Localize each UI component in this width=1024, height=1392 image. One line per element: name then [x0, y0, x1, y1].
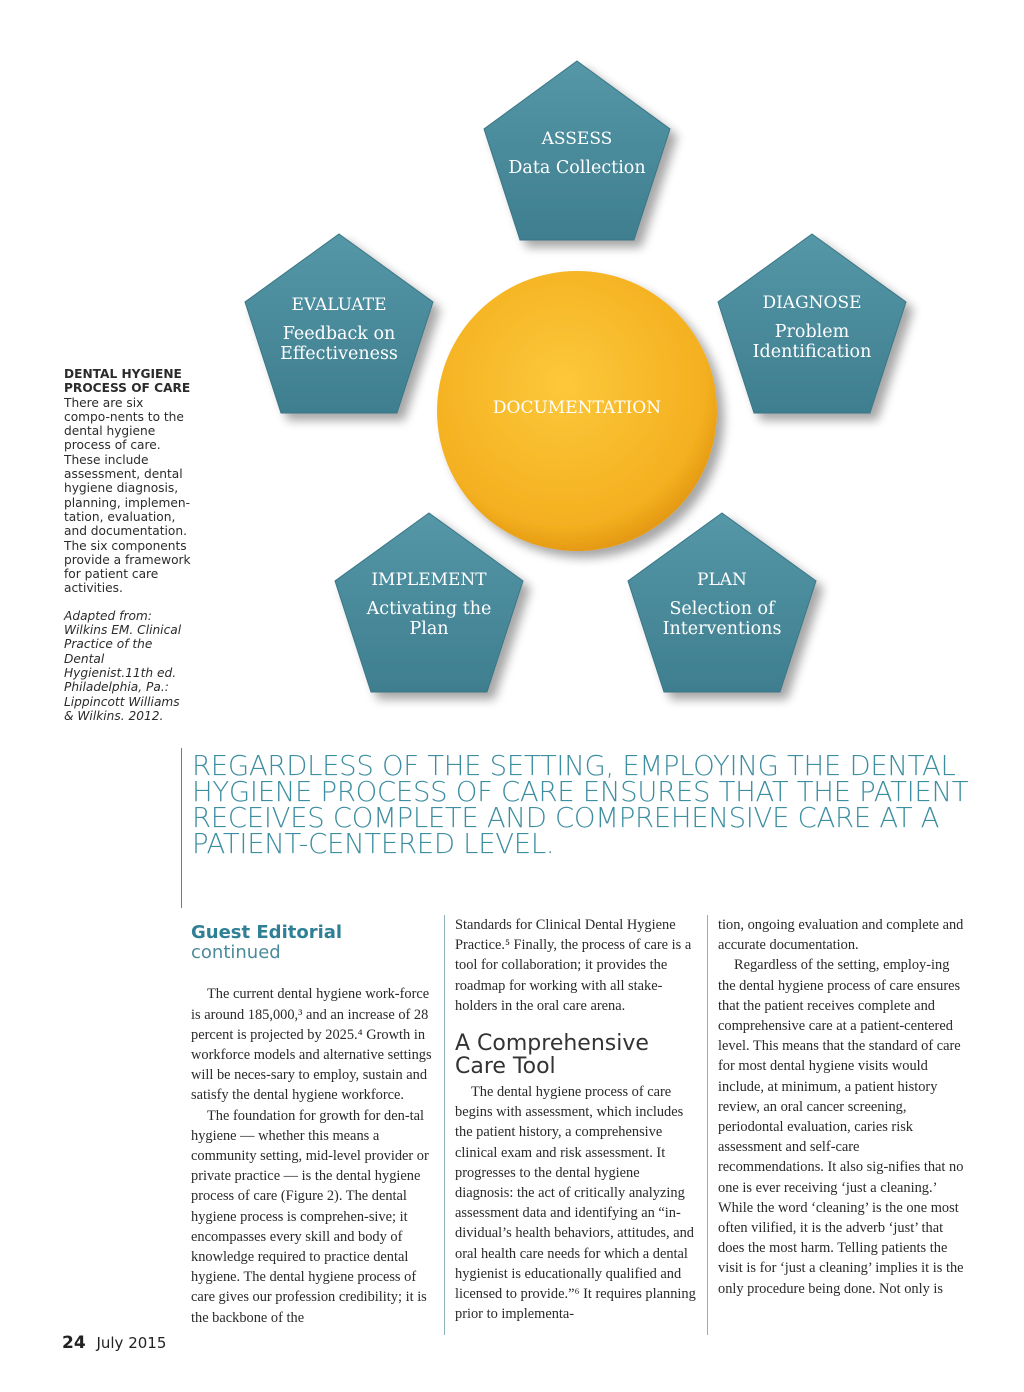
caption-body: There are six compo-nents to the dental hygiene process of care. These include assessment, dental hygiene diagnosis, planning, implemen-tation, evaluation, and documentation. The six components provide a framework for patient care activities. [64, 395, 191, 596]
section-label [191, 923, 435, 963]
assess-title: ASSESS [541, 129, 613, 149]
plan-node [628, 513, 816, 692]
article-column-3 [718, 915, 964, 1299]
page-footer [62, 1333, 166, 1353]
pull-quote [181, 748, 981, 908]
plan-title: PLAN [697, 570, 747, 590]
figure-caption [64, 367, 192, 723]
implement-title: IMPLEMENT [371, 570, 487, 590]
pull-quote-text: REGARDLESS OF THE SETTING, EMPLOYING THE DENTAL HYGIENE PROCESS OF CARE ENSURES THAT THE PATIENT RECEIVES COMPLETE AND COMPREHENSIVE CARE AT A PATIENT-CENTERED LEVEL. [192, 750, 969, 860]
implement-desc-2: Plan [409, 619, 449, 639]
diagnose-title: DIAGNOSE [762, 293, 862, 313]
caption-source: Adapted from: Wilkins EM. Clinical Practice of the Dental Hygienist.11th ed. Philadelphia, Pa.: Lippincott Williams & Wilkins. 2012. [64, 608, 182, 723]
documentation-label: DOCUMENTATION [492, 398, 662, 418]
diagnose-desc-1: Problem [774, 322, 850, 342]
plan-desc-1: Selection of [669, 599, 775, 619]
page-number: 24 [62, 1333, 86, 1353]
section-label-continued: continued [191, 942, 281, 964]
paragraph: tion, ongoing evaluation and complete and accurate documentation. [718, 917, 964, 954]
paragraph: Regardless of the setting, employ-ing the dental hygiene process of care ensures that the patient receives complete and comprehensive care at a patient-centered level. This means that the standard of care for most dental hygiene visits would include, at minimum, a patient history review, an oral cancer screening, periodontal evaluation, caries risk assessment and self-care recommendations. It also sig-nifies that no one is ever receiving ‘just a cleaning.’ While the word ‘cleaning’ is the one most often vilified, it is the adverb ‘just’ that does the most harm. Telling patients the visit is for ‘just a cleaning’ implies it is the only procedure being done. Not only is [718, 957, 964, 1297]
diagnose-desc-2: Identification [752, 342, 872, 362]
evaluate-title: EVALUATE [291, 295, 387, 315]
section-label-title: Guest Editorial [191, 922, 343, 943]
evaluate-desc-1: Feedback on [282, 324, 396, 344]
subhead: A Comprehensive Care Tool [455, 1031, 649, 1080]
paragraph: The dental hygiene process of care begins with assessment, which includes the patient history, a comprehensive clinical exam and risk assessment. It progresses to the dental hygiene diagnosis: the act of critically analyzing assessment data and identifying an “in-dividual’s health behaviors, attitudes, and oral health care needs for which a dental hygienist is educationally qualified and licensed to provide.”⁶ It requires planning prior to implementa- [455, 1084, 696, 1323]
evaluate-desc-2: Effectiveness [280, 344, 398, 364]
implement-desc-1: Activating the [366, 599, 492, 619]
assess-node [484, 61, 670, 240]
paragraph: The foundation for growth for den-tal hygiene — whether this means a community setting, mid-level provider or private practice — is the dental hygiene process of care (Figure 2). The dental hygiene process is comprehen-sive; it encompasses every skill and body of knowledge required to practice dental hygiene. The dental hygiene process of care gives our profession credibility; it is the backbone of the [191, 1107, 429, 1326]
diagnose-node [718, 234, 906, 413]
article-column-1 [191, 915, 435, 1328]
issue-date: July 2015 [96, 1334, 167, 1352]
evaluate-node [245, 234, 433, 413]
assess-desc: Data Collection [508, 158, 646, 178]
article-column-2 [455, 915, 699, 1324]
implement-node [335, 513, 523, 692]
column-rule [444, 915, 445, 1335]
column-rule [707, 915, 708, 1335]
caption-title: DENTAL HYGIENE PROCESS OF CARE [64, 367, 191, 396]
paragraph: Standards for Clinical Dental Hygiene Practice.⁵ Finally, the process of care is a tool for collaboration; it provides the roadmap for working with all stake-holders in the oral care arena. [455, 917, 692, 1014]
paragraph: The current dental hygiene work-force is around 185,000,³ and an increase of 28 percent is projected by 2025.⁴ Growth in workforce models and alternative settings will be neces-sary to employ, sustain and satisfy the dental hygiene workforce. [191, 986, 432, 1104]
plan-desc-2: Interventions [662, 619, 782, 639]
